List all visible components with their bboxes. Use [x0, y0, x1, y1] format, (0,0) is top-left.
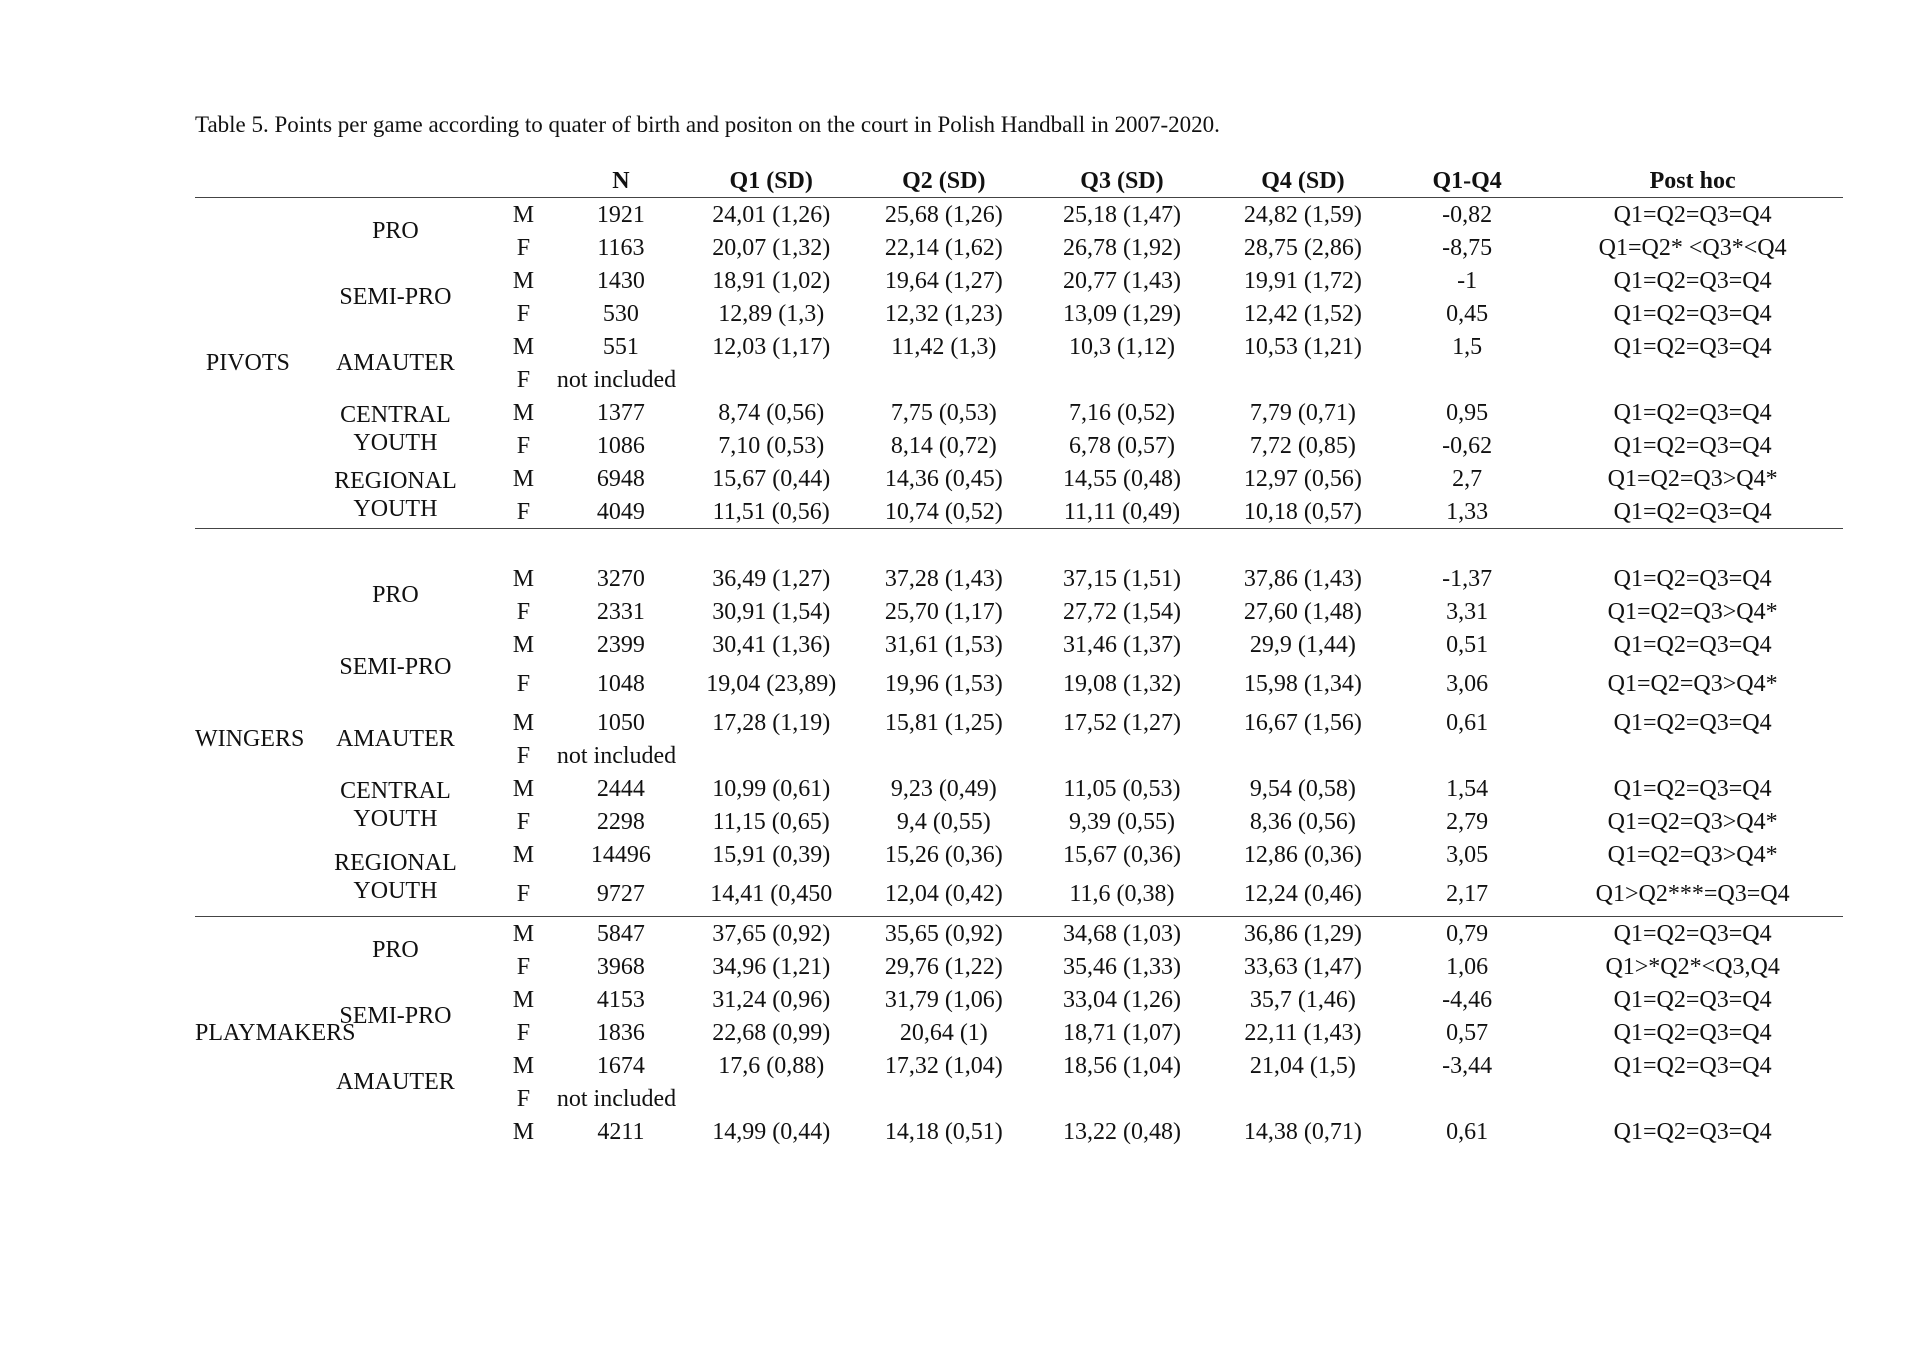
not-included-note: not included	[556, 742, 677, 769]
sex-cell: M	[512, 465, 535, 492]
posthoc-cell: Q1>*Q2*<Q3,Q4	[1605, 953, 1780, 980]
spacer-row	[195, 529, 1843, 563]
sex-cell: F	[516, 953, 531, 980]
header-row	[195, 164, 1843, 198]
sex-cell: F	[516, 300, 531, 327]
posthoc-cell: Q1=Q2=Q3>Q4*	[1607, 808, 1778, 835]
header-q1-q4: Q1-Q4	[1432, 167, 1502, 194]
diff-cell: -1,37	[1442, 565, 1493, 592]
header-q1: Q1 (SD)	[729, 167, 813, 194]
n-cell: 9727	[596, 880, 645, 907]
q2-cell: 12,32 (1,23)	[884, 300, 1003, 327]
posthoc-cell: Q1=Q2=Q3=Q4	[1613, 201, 1772, 228]
diff-cell: 0,57	[1446, 1019, 1489, 1046]
posthoc-cell: Q1=Q2=Q3>Q4*	[1607, 841, 1778, 868]
q3-cell: 33,04 (1,26)	[1062, 986, 1181, 1013]
n-cell: 14496	[590, 841, 651, 868]
q3-cell: 15,67 (0,36)	[1062, 841, 1181, 868]
q2-cell: 15,81 (1,25)	[884, 709, 1003, 736]
level-label: CENTRAL YOUTH	[340, 778, 451, 832]
q4-cell: 28,75 (2,86)	[1243, 234, 1362, 261]
table-row	[195, 264, 1843, 297]
sex-cell: M	[512, 841, 535, 868]
q1-cell: 20,07 (1,32)	[712, 234, 831, 261]
table-row	[195, 462, 1843, 495]
q1-cell: 14,99 (0,44)	[712, 1118, 831, 1145]
position-label: PLAYMAKERS	[195, 1019, 356, 1046]
q3-cell: 25,18 (1,47)	[1062, 201, 1181, 228]
q4-cell: 12,97 (0,56)	[1243, 465, 1362, 492]
q2-cell: 20,64 (1)	[899, 1019, 988, 1046]
level-label: AMAUTER	[336, 726, 455, 752]
q2-cell: 17,32 (1,04)	[884, 1052, 1003, 1079]
diff-cell: 2,7	[1452, 465, 1483, 492]
sex-cell: F	[516, 1019, 531, 1046]
diff-cell: -3,44	[1442, 1052, 1493, 1079]
posthoc-cell: Q1>Q2***=Q3=Q4	[1595, 880, 1790, 907]
diff-cell: 3,31	[1446, 598, 1489, 625]
q2-cell: 10,74 (0,52)	[884, 498, 1003, 525]
table-caption: Table 5. Points per game according to quater of birth and positon on the court in Polish Handball in 2007-2020.	[195, 112, 1220, 137]
q4-cell: 35,7 (1,46)	[1249, 986, 1356, 1013]
q1-cell: 22,68 (0,99)	[712, 1019, 831, 1046]
diff-cell: -1	[1457, 267, 1478, 294]
level-label: AMAUTER	[336, 1069, 455, 1095]
q3-cell: 31,46 (1,37)	[1062, 631, 1181, 658]
n-cell: 1048	[596, 670, 645, 697]
not-included-note: not included	[556, 1085, 677, 1112]
sex-cell: F	[516, 880, 531, 907]
header-cell	[301, 164, 490, 198]
posthoc-cell: Q1=Q2=Q3=Q4	[1613, 333, 1772, 360]
diff-cell: 1,5	[1452, 333, 1483, 360]
position-label: WINGERS	[195, 726, 305, 752]
table-row	[195, 838, 1843, 871]
q4-cell: 21,04 (1,5)	[1249, 1052, 1356, 1079]
diff-cell: 0,51	[1446, 631, 1489, 658]
diff-cell: 0,79	[1446, 920, 1489, 947]
sex-cell: M	[512, 333, 535, 360]
table-row	[195, 706, 1843, 739]
q2-cell: 19,96 (1,53)	[884, 670, 1003, 697]
n-cell: 2399	[596, 631, 645, 658]
q3-cell: 20,77 (1,43)	[1062, 267, 1181, 294]
q2-cell: 31,79 (1,06)	[884, 986, 1003, 1013]
q3-cell: 6,78 (0,57)	[1068, 432, 1175, 459]
results-table	[195, 164, 1843, 1148]
q1-cell: 11,15 (0,65)	[712, 808, 830, 835]
diff-cell: -4,46	[1442, 986, 1493, 1013]
q3-cell: 7,16 (0,52)	[1068, 399, 1175, 426]
q3-cell: 9,39 (0,55)	[1068, 808, 1175, 835]
posthoc-cell: Q1=Q2=Q3=Q4	[1613, 432, 1772, 459]
table-row	[195, 198, 1843, 232]
q3-cell: 37,15 (1,51)	[1062, 565, 1181, 592]
q4-cell: 12,86 (0,36)	[1243, 841, 1362, 868]
n-cell: 3968	[596, 953, 645, 980]
q2-cell: 22,14 (1,62)	[884, 234, 1003, 261]
q4-cell: 10,18 (0,57)	[1243, 498, 1362, 525]
n-cell: 5847	[596, 920, 645, 947]
q4-cell: 16,67 (1,56)	[1243, 709, 1362, 736]
n-cell: 1050	[596, 709, 645, 736]
q1-cell: 7,10 (0,53)	[718, 432, 825, 459]
header-cell	[195, 164, 301, 198]
posthoc-cell: Q1=Q2=Q3=Q4	[1613, 1118, 1772, 1145]
n-cell: 1163	[597, 234, 645, 261]
table-row	[195, 562, 1843, 595]
table-row	[195, 396, 1843, 429]
q4-cell: 29,9 (1,44)	[1249, 631, 1356, 658]
n-cell: 1086	[596, 432, 645, 459]
q1-cell: 30,91 (1,54)	[712, 598, 831, 625]
q2-cell: 29,76 (1,22)	[884, 953, 1003, 980]
q2-cell: 31,61 (1,53)	[884, 631, 1003, 658]
table-row	[195, 917, 1843, 951]
q3-cell: 14,55 (0,48)	[1062, 465, 1181, 492]
posthoc-cell: Q1=Q2=Q3=Q4	[1613, 565, 1772, 592]
diff-cell: -0,62	[1442, 432, 1493, 459]
level-label: PRO	[372, 218, 419, 244]
posthoc-cell: Q1=Q2=Q3>Q4*	[1607, 598, 1778, 625]
q2-cell: 12,04 (0,42)	[884, 880, 1003, 907]
sex-cell: M	[512, 565, 535, 592]
q1-cell: 12,03 (1,17)	[712, 333, 831, 360]
diff-cell: 1,33	[1446, 498, 1489, 525]
diff-cell: -8,75	[1442, 234, 1493, 261]
q2-cell: 25,68 (1,26)	[884, 201, 1003, 228]
n-cell: 6948	[596, 465, 645, 492]
n-cell: 1674	[596, 1052, 645, 1079]
q4-cell: 22,11 (1,43)	[1244, 1019, 1362, 1046]
diff-cell: 3,05	[1446, 841, 1489, 868]
q2-cell: 9,4 (0,55)	[896, 808, 991, 835]
q3-cell: 27,72 (1,54)	[1062, 598, 1181, 625]
q2-cell: 35,65 (0,92)	[884, 920, 1003, 947]
header-n: N	[612, 167, 630, 194]
q1-cell: 34,96 (1,21)	[712, 953, 831, 980]
header-q3: Q3 (SD)	[1080, 167, 1164, 194]
q4-cell: 36,86 (1,29)	[1243, 920, 1362, 947]
header-q4: Q4 (SD)	[1261, 167, 1345, 194]
diff-cell: 2,79	[1446, 808, 1489, 835]
posthoc-cell: Q1=Q2=Q3=Q4	[1613, 498, 1772, 525]
q4-cell: 15,98 (1,34)	[1243, 670, 1362, 697]
posthoc-cell: Q1=Q2=Q3=Q4	[1613, 1052, 1772, 1079]
posthoc-cell: Q1=Q2=Q3>Q4*	[1607, 465, 1778, 492]
q1-cell: 19,04 (23,89)	[706, 670, 837, 697]
q4-cell: 27,60 (1,48)	[1243, 598, 1362, 625]
q2-cell: 14,18 (0,51)	[884, 1118, 1003, 1145]
level-label: AMAUTER	[336, 350, 455, 376]
posthoc-cell: Q1=Q2=Q3=Q4	[1613, 775, 1772, 802]
q3-cell: 34,68 (1,03)	[1062, 920, 1181, 947]
posthoc-cell: Q1=Q2=Q3=Q4	[1613, 709, 1772, 736]
q1-cell: 10,99 (0,61)	[712, 775, 831, 802]
diff-cell: -0,82	[1442, 201, 1493, 228]
n-cell: 2444	[596, 775, 645, 802]
diff-cell: 0,45	[1446, 300, 1489, 327]
q4-cell: 7,72 (0,85)	[1249, 432, 1356, 459]
q2-cell: 11,42 (1,3)	[891, 333, 997, 360]
sex-cell: F	[516, 598, 531, 625]
table-row	[195, 772, 1843, 805]
sex-cell: M	[512, 986, 535, 1013]
n-cell: 4049	[596, 498, 645, 525]
diff-cell: 0,61	[1446, 709, 1489, 736]
q1-cell: 11,51 (0,56)	[712, 498, 830, 525]
table-row	[195, 628, 1843, 661]
q4-cell: 37,86 (1,43)	[1243, 565, 1362, 592]
q3-cell: 10,3 (1,12)	[1068, 333, 1175, 360]
n-cell: 4211	[597, 1118, 645, 1145]
q1-cell: 31,24 (0,96)	[712, 986, 831, 1013]
sex-cell: F	[516, 234, 531, 261]
sex-cell: F	[516, 498, 531, 525]
q3-cell: 18,56 (1,04)	[1062, 1052, 1181, 1079]
header-q2: Q2 (SD)	[902, 167, 986, 194]
level-label: REGIONAL YOUTH	[334, 468, 457, 522]
n-cell: 1430	[596, 267, 645, 294]
n-cell: 551	[602, 333, 639, 360]
q4-cell: 12,42 (1,52)	[1243, 300, 1362, 327]
sex-cell: M	[512, 201, 535, 228]
q3-cell: 19,08 (1,32)	[1062, 670, 1181, 697]
q4-cell: 8,36 (0,56)	[1249, 808, 1356, 835]
n-cell: 1921	[596, 201, 645, 228]
level-label: PRO	[372, 582, 419, 608]
not-included-note: not included	[556, 366, 677, 393]
q1-cell: 36,49 (1,27)	[712, 565, 831, 592]
q2-cell: 19,64 (1,27)	[884, 267, 1003, 294]
q1-cell: 18,91 (1,02)	[712, 267, 831, 294]
q2-cell: 37,28 (1,43)	[884, 565, 1003, 592]
level-label	[301, 1115, 490, 1148]
q1-cell: 30,41 (1,36)	[712, 631, 831, 658]
posthoc-cell: Q1=Q2=Q3=Q4	[1613, 399, 1772, 426]
posthoc-cell: Q1=Q2=Q3>Q4*	[1607, 670, 1778, 697]
q1-cell: 15,67 (0,44)	[712, 465, 831, 492]
sex-cell: F	[516, 808, 531, 835]
q4-cell: 24,82 (1,59)	[1243, 201, 1362, 228]
q1-cell: 12,89 (1,3)	[718, 300, 825, 327]
table-row	[195, 983, 1843, 1016]
q2-cell: 8,14 (0,72)	[890, 432, 997, 459]
level-label: REGIONAL YOUTH	[334, 850, 457, 904]
q3-cell: 13,22 (0,48)	[1062, 1118, 1181, 1145]
q4-cell: 7,79 (0,71)	[1249, 399, 1356, 426]
q4-cell: 33,63 (1,47)	[1243, 953, 1362, 980]
level-label: PRO	[372, 937, 419, 963]
q2-cell: 15,26 (0,36)	[884, 841, 1003, 868]
q4-cell: 12,24 (0,46)	[1243, 880, 1362, 907]
q2-cell: 9,23 (0,49)	[890, 775, 997, 802]
n-cell: 2298	[596, 808, 645, 835]
spacer-cell	[195, 529, 1843, 563]
n-cell: 1377	[596, 399, 645, 426]
sex-cell: F	[516, 742, 531, 769]
sex-cell: M	[512, 399, 535, 426]
q4-cell: 10,53 (1,21)	[1243, 333, 1362, 360]
diff-cell: 0,95	[1446, 399, 1489, 426]
level-label: CENTRAL YOUTH	[340, 402, 451, 456]
q1-cell: 15,91 (0,39)	[712, 841, 831, 868]
level-label: SEMI-PRO	[339, 284, 452, 310]
n-cell: 1836	[596, 1019, 645, 1046]
posthoc-cell: Q1=Q2=Q3=Q4	[1613, 631, 1772, 658]
posthoc-cell: Q1=Q2=Q3=Q4	[1613, 986, 1772, 1013]
q2-cell: 14,36 (0,45)	[884, 465, 1003, 492]
table-row	[195, 1115, 1843, 1148]
sex-cell: F	[516, 670, 531, 697]
n-cell: 4153	[596, 986, 645, 1013]
table-row	[195, 330, 1843, 363]
sex-cell: F	[516, 1085, 531, 1112]
q2-cell: 7,75 (0,53)	[890, 399, 997, 426]
q3-cell: 17,52 (1,27)	[1062, 709, 1181, 736]
n-cell: 3270	[596, 565, 645, 592]
sex-cell: M	[512, 1118, 535, 1145]
q3-cell: 26,78 (1,92)	[1062, 234, 1181, 261]
diff-cell: 2,17	[1446, 880, 1489, 907]
q4-cell: 9,54 (0,58)	[1249, 775, 1356, 802]
sex-cell: F	[516, 366, 531, 393]
sex-cell: M	[512, 775, 535, 802]
q3-cell: 11,11 (0,49)	[1063, 498, 1181, 525]
q3-cell: 11,6 (0,38)	[1069, 880, 1175, 907]
q1-cell: 17,28 (1,19)	[712, 709, 831, 736]
q1-cell: 14,41 (0,450	[710, 880, 833, 907]
q4-cell: 19,91 (1,72)	[1243, 267, 1362, 294]
posthoc-cell: Q1=Q2* <Q3*<Q4	[1598, 234, 1787, 261]
sex-cell: M	[512, 267, 535, 294]
header-post-hoc: Post hoc	[1649, 167, 1736, 194]
position-label: PIVOTS	[205, 350, 290, 376]
sex-cell: M	[512, 709, 535, 736]
diff-cell: 1,54	[1446, 775, 1489, 802]
diff-cell: 0,61	[1446, 1118, 1489, 1145]
posthoc-cell: Q1=Q2=Q3=Q4	[1613, 300, 1772, 327]
q3-cell: 11,05 (0,53)	[1063, 775, 1181, 802]
q1-cell: 17,6 (0,88)	[718, 1052, 825, 1079]
q3-cell: 18,71 (1,07)	[1062, 1019, 1181, 1046]
posthoc-cell: Q1=Q2=Q3=Q4	[1613, 1019, 1772, 1046]
q1-cell: 24,01 (1,26)	[712, 201, 831, 228]
header-cell	[490, 164, 557, 198]
q4-cell: 14,38 (0,71)	[1243, 1118, 1362, 1145]
posthoc-cell: Q1=Q2=Q3=Q4	[1613, 920, 1772, 947]
q3-cell: 13,09 (1,29)	[1062, 300, 1181, 327]
q3-cell: 35,46 (1,33)	[1062, 953, 1181, 980]
q1-cell: 8,74 (0,56)	[718, 399, 825, 426]
posthoc-cell: Q1=Q2=Q3=Q4	[1613, 267, 1772, 294]
sex-cell: M	[512, 631, 535, 658]
q1-cell: 37,65 (0,92)	[712, 920, 831, 947]
diff-cell: 1,06	[1446, 953, 1489, 980]
level-label: SEMI-PRO	[339, 654, 452, 680]
n-cell: 530	[602, 300, 639, 327]
sex-cell: M	[512, 1052, 535, 1079]
n-cell: 2331	[596, 598, 645, 625]
q2-cell: 25,70 (1,17)	[884, 598, 1003, 625]
diff-cell: 3,06	[1446, 670, 1489, 697]
table-row	[195, 1049, 1843, 1082]
sex-cell: M	[512, 920, 535, 947]
sex-cell: F	[516, 432, 531, 459]
level-label: SEMI-PRO	[339, 1003, 452, 1029]
